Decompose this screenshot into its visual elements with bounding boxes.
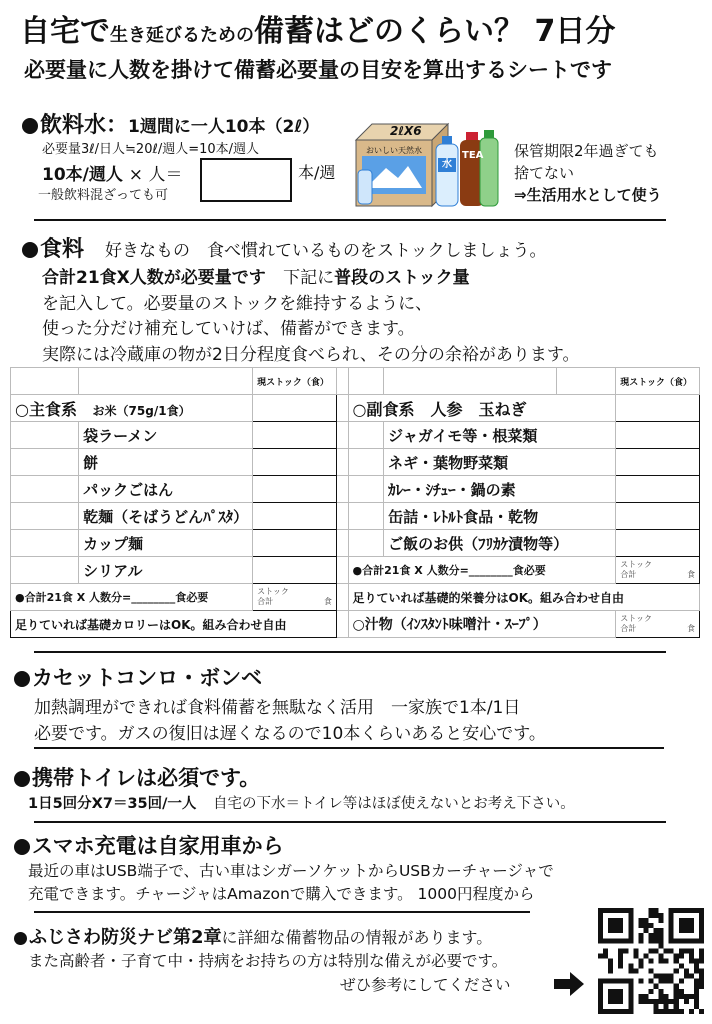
side-item: ｶﾚｰ・ｼﾁｭｰ・鍋の素: [384, 476, 616, 503]
side-item: ご飯のお供（ﾌﾘｶｹ漬物等）: [384, 530, 616, 557]
divider: [34, 821, 666, 823]
water-formula-base: 10本/週人: [42, 165, 123, 185]
toilet-title: 携帯トイレは必須です。: [32, 766, 261, 790]
bullet-icon: [22, 118, 38, 134]
food-line1-strong: 普段のストック量: [334, 268, 470, 288]
stock-header-right: 現ストック（食）: [616, 368, 700, 395]
water-unit: 本/週: [298, 163, 336, 182]
staple-enough-note: 足りていれば基礎カロリーはOK。組み合わせ自由: [11, 611, 337, 638]
water-title: 飲料水：: [40, 113, 129, 138]
green-bottle: [480, 138, 498, 206]
bullet-icon: [14, 671, 30, 687]
side-total-unit-label: 食: [687, 570, 695, 579]
staple-item: 餅: [79, 449, 253, 476]
water-mixed-note: 一般飲料混ざっても可: [38, 188, 169, 203]
toilet-line-rest: 自宅の下水＝トイレ等はほぼ使えないとお考え下さい。: [213, 796, 575, 812]
stove-line2: 必要です。ガスの復旧は遅くなるので10本くらいあると安心です。: [34, 724, 546, 744]
staple-item: 乾麺（そばうどんﾊﾟｽﾀ）: [79, 503, 253, 530]
food-line3: 使った分だけ補充していけば、備蓄ができます。: [42, 319, 415, 339]
box-brand: おいしい天然水: [366, 146, 422, 155]
staple-item-stock-input[interactable]: [253, 503, 337, 530]
staple-item-stock-input[interactable]: [253, 476, 337, 503]
phone-line2: 充電できます。チャージャはAmazonで購入できます。 1000円程度から: [28, 885, 535, 903]
phone-heading: [14, 830, 284, 860]
side-veg-stock-input[interactable]: [616, 395, 700, 422]
staple-total-line: ●合計21食 X 人数分=________食必要: [11, 584, 253, 611]
navi-title-rest: に詳細な備蓄物品の情報があります。: [221, 928, 493, 947]
box-size-label: 2ℓX6: [390, 124, 422, 138]
staple-total-sum-label: 合計: [257, 597, 274, 606]
soup-row-title: ○汁物（ｲﾝｽﾀﾝﾄ味噌汁・ｽｰﾌﾟ）: [348, 611, 616, 638]
water-calc-note: 必要量3ℓ/日人≒20ℓ/週人=10本/週人: [42, 142, 260, 157]
side-item: ネギ・葉物野菜類: [384, 449, 616, 476]
bullet-icon: [14, 932, 27, 945]
water-bottle: [436, 144, 458, 206]
water-title-note: 1週間に一人10本（2ℓ）: [128, 117, 320, 137]
stove-heading: [14, 662, 262, 692]
staple-item: パックごはん: [79, 476, 253, 503]
staple-rice-stock-input[interactable]: [253, 395, 337, 422]
page-title: [20, 6, 615, 50]
right-arrow-icon: [554, 972, 584, 996]
food-line1-mid: 下記に: [283, 268, 335, 288]
staple-total-box[interactable]: [253, 584, 337, 611]
soup-sum-label: 合計: [620, 624, 637, 633]
phone-title: スマホ充電は自家用車から: [32, 834, 284, 858]
side-enough-note: 足りていれば基礎的栄養分はOK。組み合わせ自由: [348, 584, 699, 611]
food-line2: を記入して。必要量のストックを維持するように、: [42, 294, 433, 314]
food-stock-table: [10, 367, 700, 638]
divider: [34, 911, 530, 913]
side-total-line: ●合計21食 X 人数分=________食必要: [348, 557, 616, 584]
side-total-sum-label: 合計: [620, 570, 637, 579]
divider: [34, 747, 664, 749]
stove-title: カセットコンロ・ボンベ: [32, 666, 263, 690]
water-formula-times: × 人＝: [128, 165, 183, 185]
staple-item-stock-input[interactable]: [253, 557, 337, 584]
bullet-icon: [14, 839, 30, 855]
navi-heading: [14, 923, 492, 949]
stove-line1: 加熱調理ができれば食料備蓄を無駄なく活用 一家族で1本/1日: [34, 698, 521, 718]
page-subtitle: 必要量に人数を掛けて備蓄必要量の目安を算出するシートです: [24, 58, 612, 82]
staple-item: カップ麺: [79, 530, 253, 557]
green-cap: [484, 130, 494, 138]
soup-stock-label: ストック: [620, 614, 653, 623]
side-item: 缶詰・ﾚﾄﾙﾄ食品・乾物: [384, 503, 616, 530]
bottle-water-label: 水: [442, 159, 452, 170]
food-title-note: 好きなもの 食べ慣れているものをストックしましょう。: [105, 241, 547, 261]
side-item-stock-input[interactable]: [616, 422, 700, 449]
tea-cap: [466, 132, 478, 140]
water-heading: [22, 108, 319, 139]
side-item-stock-input[interactable]: [616, 449, 700, 476]
small-bottle: [358, 170, 372, 204]
side-item-stock-input[interactable]: [616, 530, 700, 557]
side-group-title: ○副食系 人参 玉ねぎ: [348, 395, 616, 422]
shelf-life-line1: 保管期限2年過ぎても: [514, 142, 659, 160]
qr-code-icon[interactable]: [598, 908, 704, 1014]
toilet-line-bold: 1日5回分X7＝35回/一人: [28, 796, 197, 812]
soup-unit-label: 食: [687, 624, 695, 633]
side-total-stock-label: ストック: [620, 560, 653, 569]
toilet-heading: [14, 762, 260, 792]
staple-group-row: [11, 395, 253, 422]
food-line1: [42, 263, 470, 288]
side-item-stock-input[interactable]: [616, 476, 700, 503]
phone-line1: 最近の車はUSB端子で、古い車はシガーソケットからUSBカーチャージャで: [28, 862, 554, 880]
water-amount-field[interactable]: [200, 158, 292, 202]
water-bottles-illustration: [352, 118, 504, 210]
food-title: 食料: [40, 237, 85, 262]
staple-item-stock-input[interactable]: [253, 530, 337, 557]
bottle-tea-label: TEA: [462, 150, 484, 161]
staple-item-stock-input[interactable]: [253, 422, 337, 449]
toilet-line: [28, 792, 575, 813]
side-total-box[interactable]: [616, 557, 700, 584]
navi-title: ふじさわ防災ナビ第2章: [29, 927, 222, 948]
navi-line2: ぜひ参考にしてください: [340, 976, 511, 994]
title-part-b: 生き延びるための: [110, 25, 254, 46]
food-line1-bold: 合計21食X人数が必要量です: [42, 268, 266, 288]
staple-item-stock-input[interactable]: [253, 449, 337, 476]
staple-group-title: ○主食系: [15, 399, 77, 419]
food-heading: [22, 232, 547, 263]
staple-total-unit-label: 食: [323, 597, 332, 606]
shelf-life-line3: ⇒生活用水として使う: [514, 186, 662, 204]
title-part-c: 備蓄はどのくらい？ 7日分: [254, 14, 616, 49]
title-part-a: 自宅で: [20, 14, 110, 49]
water-cap: [442, 136, 452, 144]
shelf-life-line2: 捨てない: [514, 164, 575, 182]
food-line4: 実際には冷蔵庫の物が2日分程度食べられ、その分の余裕があります。: [42, 345, 580, 365]
side-item: ジャガイモ等・根菜類: [384, 422, 616, 449]
water-formula: [42, 160, 182, 185]
divider: [34, 651, 666, 653]
stock-header-left: 現ストック（食）: [253, 368, 337, 395]
staple-item: 袋ラーメン: [79, 422, 253, 449]
staple-group-note: お米（75g/1食）: [92, 403, 191, 418]
staple-item: シリアル: [79, 557, 253, 584]
bullet-icon: [22, 242, 38, 258]
soup-stock-box[interactable]: [616, 611, 700, 638]
staple-total-stock-label: ストック: [257, 587, 289, 596]
navi-line1: また高齢者・子育て中・持病をお持ちの方は特別な備えが必要です。: [28, 952, 508, 970]
divider: [34, 219, 666, 221]
side-item-stock-input[interactable]: [616, 503, 700, 530]
bullet-icon: [14, 771, 30, 787]
